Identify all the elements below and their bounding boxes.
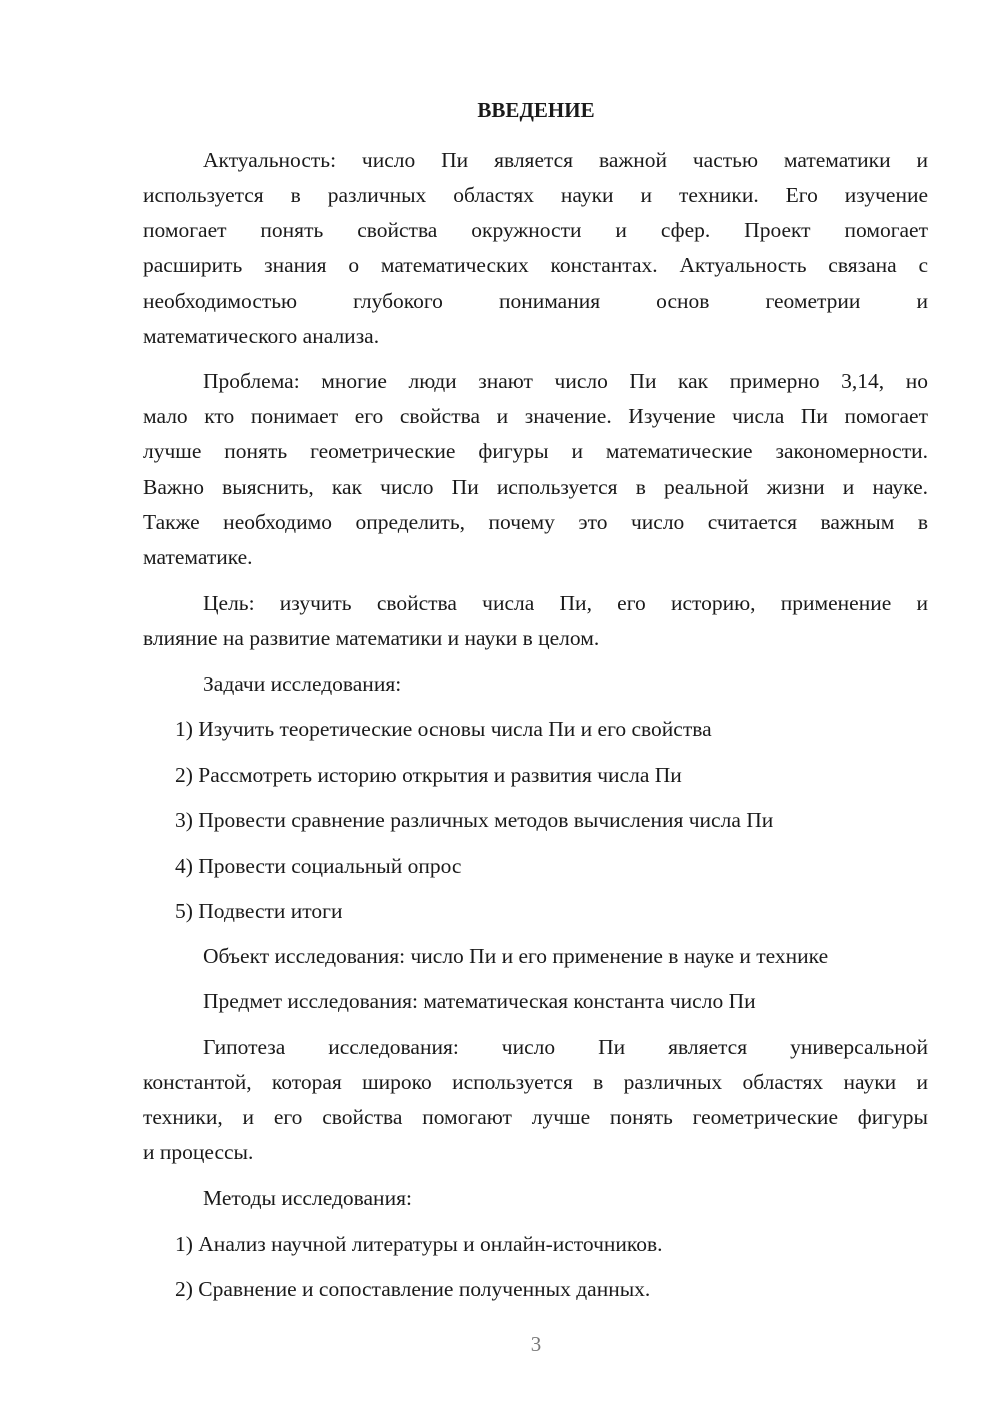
hypothesis-line: техники, и его свойства помогают лучше понять геометрические фигуры (143, 1105, 928, 1129)
relevance-line: Актуальность: число Пи является важной частью математики и (203, 148, 928, 172)
task-item: 4) Провести социальный опрос (175, 854, 462, 878)
problem-line: математике. (143, 545, 253, 569)
relevance-line: необходимостью глубокого понимания основ геометрии и (143, 289, 928, 313)
method-item: 1) Анализ научной литературы и онлайн-источников. (175, 1232, 663, 1256)
task-item: 3) Провести сравнение различных методов вычисления числа Пи (175, 808, 774, 832)
task-item: 5) Подвести итоги (175, 899, 343, 923)
hypothesis-line: константой, которая широко используется в различных областях науки и (143, 1070, 928, 1094)
methods-heading: Методы исследования: (203, 1186, 412, 1210)
section-title: ВВЕДЕНИЕ (477, 98, 595, 122)
page-number: 3 (530, 1332, 542, 1356)
relevance-line: математического анализа. (143, 324, 380, 348)
problem-line: Также необходимо определить, почему это число считается важным в (143, 510, 928, 534)
problem-line: мало кто понимает его свойства и значение. Изучение числа Пи помогает (143, 404, 928, 428)
research-subject: Предмет исследования: математическая константа число Пи (203, 989, 756, 1013)
relevance-line: помогает понять свойства окружности и сфер. Проект помогает (143, 218, 928, 242)
tasks-heading: Задачи исследования: (203, 672, 402, 696)
research-object: Объект исследования: число Пи и его применение в науке и технике (203, 944, 829, 968)
problem-line: лучше понять геометрические фигуры и математические закономерности. (143, 439, 928, 463)
task-item: 1) Изучить теоретические основы числа Пи и его свойства (175, 717, 712, 741)
hypothesis-line: Гипотеза исследования: число Пи является универсальной (203, 1035, 928, 1059)
relevance-line: используется в различных областях науки и техники. Его изучение (143, 183, 928, 207)
goal-line: влияние на развитие математики и науки в целом. (143, 626, 600, 650)
method-item: 2) Сравнение и сопоставление полученных данных. (175, 1277, 651, 1301)
relevance-line: расширить знания о математических константах. Актуальность связана с (143, 253, 928, 277)
problem-line: Проблема: многие люди знают число Пи как примерно 3,14, но (203, 369, 928, 393)
task-item: 2) Рассмотреть историю открытия и развития числа Пи (175, 763, 682, 787)
problem-line: Важно выяснить, как число Пи используется в реальной жизни и науке. (143, 475, 928, 499)
goal-line: Цель: изучить свойства числа Пи, его историю, применение и (203, 591, 928, 615)
hypothesis-line: и процессы. (143, 1140, 254, 1164)
